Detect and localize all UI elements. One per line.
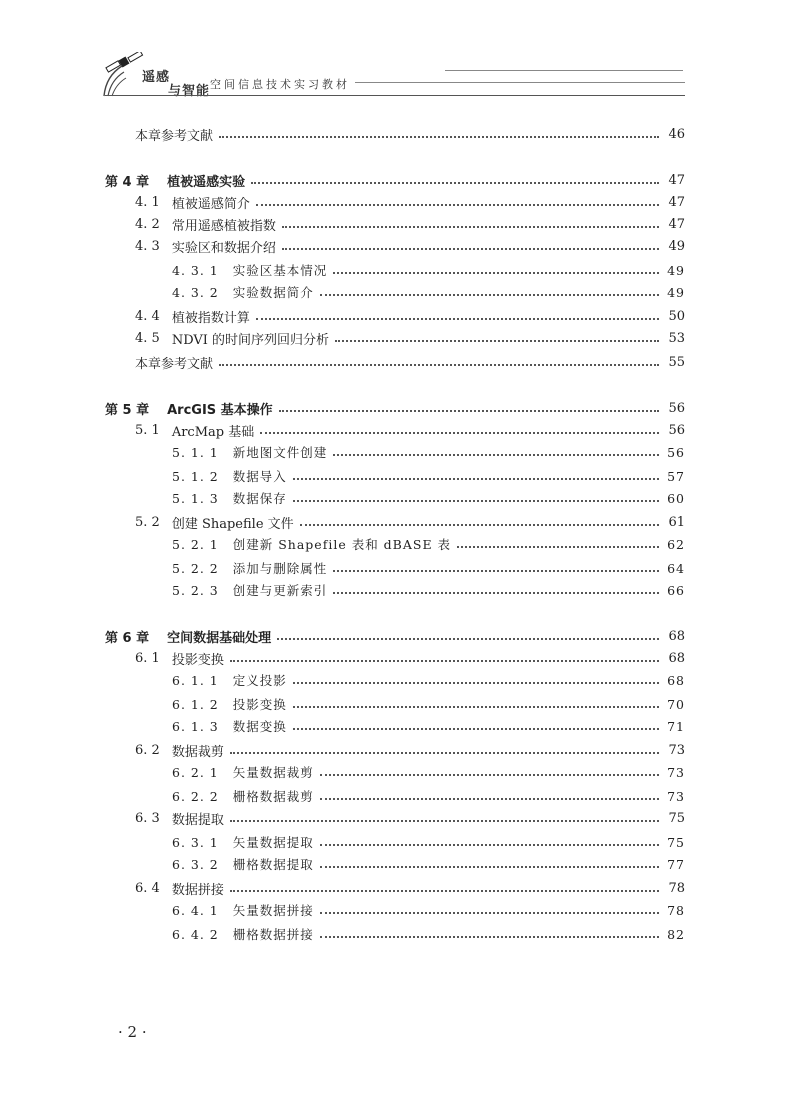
toc-section-entry[interactable] [135, 123, 685, 145]
toc-number: 6. 2 [135, 742, 160, 758]
toc-subsection-entry[interactable] [172, 831, 685, 853]
toc-section-entry[interactable] [135, 191, 685, 213]
toc-title: 栅格数据裁剪 [232, 789, 314, 804]
toc-section-entry[interactable] [135, 739, 685, 761]
toc-title: 数据保存 [232, 491, 287, 506]
toc-leader-dots [333, 570, 659, 572]
toc-leader-dots [230, 820, 659, 822]
toc-number: 6. 4 [135, 880, 160, 896]
toc-title: 栅格数据提取 [232, 857, 314, 872]
toc-title: NDVI 的时间序列回归分析 [171, 332, 330, 348]
toc-number: 4. 2 [135, 216, 160, 232]
toc-section-entry[interactable] [135, 877, 685, 899]
toc-leader-dots [293, 728, 659, 730]
series-title: 空间信息技术实习教材 [210, 78, 350, 91]
toc-subsection-entry[interactable] [172, 579, 685, 601]
toc-page-number: 68 [668, 650, 685, 666]
toc-subsection-entry[interactable] [172, 465, 685, 487]
toc-page-number: 57 [667, 468, 685, 484]
toc-number: 6. 1. 3 [172, 718, 219, 734]
toc-page-number: 71 [667, 718, 685, 734]
header-rule-mid [355, 82, 685, 83]
toc-title: 创建 Shapefile 文件 [171, 516, 294, 532]
toc-number: 6. 4. 1 [172, 902, 219, 918]
toc-page-number: 73 [667, 764, 685, 780]
toc-title: 投影变换 [171, 652, 224, 668]
toc-page-number: 56 [667, 444, 685, 460]
toc-number: 5. 2. 1 [172, 536, 219, 552]
toc-leader-dots [293, 682, 659, 684]
toc-title: 植被指数计算 [171, 310, 250, 326]
toc-leader-dots [219, 136, 659, 138]
toc-page-number: 47 [668, 194, 685, 210]
toc-page-number: 47 [668, 172, 685, 188]
toc-subsection-entry[interactable] [172, 761, 685, 783]
toc-title: 新地图文件创建 [232, 445, 328, 460]
toc-page-number: 61 [668, 514, 685, 530]
toc-number: 4. 3. 2 [172, 284, 219, 300]
toc-number: 6. 2. 1 [172, 764, 219, 780]
toc-page-number: 73 [667, 788, 685, 804]
toc-leader-dots [320, 936, 659, 938]
toc-number: 4. 4 [135, 308, 160, 324]
toc-title: ArcMap 基础 [171, 424, 255, 440]
toc-title: 矢量数据裁剪 [232, 765, 314, 780]
toc-title: 数据变换 [232, 719, 287, 734]
toc-leader-dots [293, 478, 659, 480]
toc-leader-dots [293, 706, 659, 708]
toc-page-number: 56 [668, 400, 685, 416]
toc-leader-dots [320, 844, 659, 846]
toc-leader-dots [256, 204, 659, 206]
toc-number: 4. 3. 1 [172, 262, 219, 278]
toc-leader-dots [282, 226, 659, 228]
toc-number: 6. 1. 2 [172, 696, 219, 712]
toc-section-entry[interactable] [135, 511, 685, 533]
toc-title: 植被遥感实验 [167, 174, 246, 190]
toc-page-number: 60 [667, 490, 685, 506]
toc-page-number: 64 [667, 560, 685, 576]
toc-subsection-entry[interactable] [172, 441, 685, 463]
logo-subtitle: 与智能 [168, 84, 211, 99]
toc-subsection-entry[interactable] [172, 853, 685, 875]
toc-chapter-entry[interactable] [105, 625, 685, 647]
toc-leader-dots [320, 294, 659, 296]
toc-page-number: 62 [667, 536, 685, 552]
toc-page-number: 78 [667, 902, 685, 918]
toc-page-number: 55 [668, 354, 685, 370]
toc-page-number: 49 [667, 284, 685, 300]
toc-leader-dots [279, 410, 659, 412]
toc-page-number: 73 [668, 742, 685, 758]
toc-page-number: 82 [667, 926, 685, 942]
toc-subsection-entry[interactable] [172, 715, 685, 737]
toc-title: 植被遥感简介 [171, 196, 250, 212]
toc-number: 第 5 章 [105, 402, 150, 418]
toc-subsection-entry[interactable] [172, 923, 685, 945]
toc-page-number: 68 [667, 672, 685, 688]
toc-title: 栅格数据拼接 [232, 927, 314, 942]
toc-page-number: 49 [667, 262, 685, 278]
toc-page-number: 47 [668, 216, 685, 232]
toc-leader-dots [320, 866, 659, 868]
toc-subsection-entry[interactable] [172, 487, 685, 509]
toc-subsection-entry[interactable] [172, 899, 685, 921]
toc-section-entry[interactable] [135, 327, 685, 349]
toc-title: 数据裁剪 [171, 744, 224, 760]
toc-title: 实验区和数据介绍 [171, 240, 276, 256]
toc-number: 5. 2. 2 [172, 560, 219, 576]
toc-page-number: 78 [668, 880, 685, 896]
toc-subsection-entry[interactable] [172, 785, 685, 807]
toc-title: 本章参考文献 [135, 356, 214, 372]
toc-title: 添加与删除属性 [232, 561, 328, 576]
toc-subsection-entry[interactable] [172, 693, 685, 715]
header-rule-top [445, 70, 683, 71]
toc-number: 6. 3. 2 [172, 856, 219, 872]
toc-number: 5. 2 [135, 514, 160, 530]
toc-section-entry[interactable] [135, 807, 685, 829]
toc-subsection-entry[interactable] [172, 533, 685, 555]
toc-number: 6. 2. 2 [172, 788, 219, 804]
toc-section-entry[interactable] [135, 213, 685, 235]
header-rule-bottom [105, 95, 685, 96]
toc-leader-dots [335, 340, 659, 342]
satellite-logo-icon [102, 52, 146, 98]
toc-leader-dots [230, 752, 659, 754]
toc-number: 6. 3 [135, 810, 160, 826]
toc-leader-dots [300, 524, 659, 526]
toc-leader-dots [230, 890, 659, 892]
toc-leader-dots [277, 638, 659, 640]
toc-section-entry[interactable] [135, 647, 685, 669]
toc-subsection-entry[interactable] [172, 259, 685, 281]
toc-chapter-entry[interactable] [105, 397, 685, 419]
toc-leader-dots [293, 500, 659, 502]
running-header [0, 0, 790, 110]
toc-number: 4. 1 [135, 194, 160, 210]
toc-number: 6. 1. 1 [172, 672, 219, 688]
toc-page-number: 66 [667, 582, 685, 598]
toc-page-number: 46 [668, 126, 685, 142]
toc-number: 5. 2. 3 [172, 582, 219, 598]
toc-leader-dots [333, 454, 659, 456]
logo-title: 遥感 [142, 70, 171, 85]
toc-page-number: 56 [668, 422, 685, 438]
toc-leader-dots [256, 318, 659, 320]
toc-page-number: 77 [667, 856, 685, 872]
toc-title: 常用遥感植被指数 [171, 218, 276, 234]
page-number: · 2 · [118, 1023, 147, 1041]
toc-number: 5. 1 [135, 422, 160, 438]
toc-leader-dots [230, 660, 659, 662]
toc-title: 空间数据基础处理 [167, 630, 272, 646]
toc-number: 5. 1. 2 [172, 468, 219, 484]
toc-page-number: 50 [668, 308, 685, 324]
toc-page-number: 75 [667, 834, 685, 850]
toc-leader-dots [260, 432, 659, 434]
toc-number: 6. 4. 2 [172, 926, 219, 942]
toc-number: 5. 1. 3 [172, 490, 219, 506]
toc-title: 实验数据简介 [232, 285, 314, 300]
toc-title: 投影变换 [232, 697, 287, 712]
toc-number: 第 4 章 [105, 174, 150, 190]
toc-leader-dots [333, 272, 659, 274]
toc-leader-dots [333, 592, 659, 594]
toc-number: 4. 5 [135, 330, 160, 346]
toc-subsection-entry[interactable] [172, 281, 685, 303]
toc-title: 数据导入 [232, 469, 287, 484]
toc-leader-dots [251, 182, 659, 184]
toc-number: 4. 3 [135, 238, 160, 254]
toc-title: 创建新 Shapefile 表和 dBASE 表 [232, 537, 452, 552]
toc-title: ArcGIS 基本操作 [167, 402, 273, 418]
toc-leader-dots [320, 798, 659, 800]
toc-leader-dots [219, 364, 659, 366]
toc-title: 数据拼接 [171, 882, 224, 898]
toc-number: 5. 1. 1 [172, 444, 219, 460]
toc-section-entry[interactable] [135, 235, 685, 257]
toc-section-entry[interactable] [135, 351, 685, 373]
toc-section-entry[interactable] [135, 305, 685, 327]
toc-leader-dots [320, 774, 659, 776]
toc-leader-dots [282, 248, 659, 250]
toc-title: 数据提取 [171, 812, 224, 828]
toc-page-number: 53 [668, 330, 685, 346]
toc-leader-dots [320, 912, 659, 914]
toc-subsection-entry[interactable] [172, 557, 685, 579]
toc-title: 创建与更新索引 [232, 583, 328, 598]
toc-subsection-entry[interactable] [172, 669, 685, 691]
toc-chapter-entry[interactable] [105, 169, 685, 191]
toc-title: 矢量数据提取 [232, 835, 314, 850]
toc-page-number: 75 [668, 810, 685, 826]
toc-page-number: 70 [667, 696, 685, 712]
toc-leader-dots [457, 546, 659, 548]
toc-section-entry[interactable] [135, 419, 685, 441]
toc-title: 矢量数据拼接 [232, 903, 314, 918]
toc-title: 定义投影 [232, 673, 287, 688]
toc-number: 6. 3. 1 [172, 834, 219, 850]
toc-page-number: 49 [668, 238, 685, 254]
toc-title: 实验区基本情况 [232, 263, 328, 278]
toc-number: 第 6 章 [105, 630, 150, 646]
toc-page-number: 68 [668, 628, 685, 644]
toc-title: 本章参考文献 [135, 128, 214, 144]
toc-number: 6. 1 [135, 650, 160, 666]
